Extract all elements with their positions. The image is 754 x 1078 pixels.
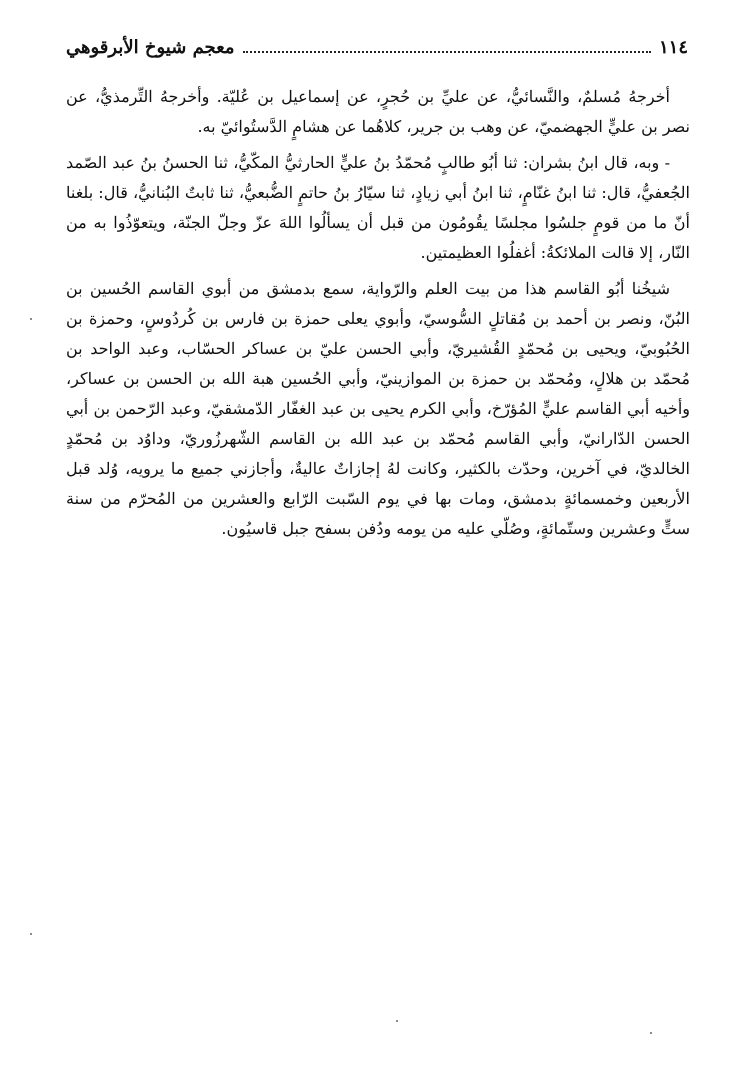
page-number: ١١٤	[658, 36, 688, 58]
body-text	[66, 82, 690, 550]
scan-speck	[396, 1020, 398, 1022]
paragraph-hadith: - وبه، قال ابنُ بشران: ثنا أبُو طالبٍ مُحمّدُ بنُ عليٍّ الحارثيُّ المكّيُّ، ثنا الحسنُ بنُ عبد الصّمد الجُعفيُّ، قال: ثنا ابنُ غنّامٍ، ثنا ابنُ أبي زيادٍ، ثنا سيّارُ بنُ حاتمٍ الضُّبعيُّ، ثنا ثابتٌ البُنانيُّ، قال: بلغنا أنّ ما من قومٍ جلسُوا مجلسًا يقُومُون من قبل أن يسألُوا اللهَ عزّ وجلّ الجنّة، ويتعوّذُوا به من النّار، إلا قالت الملائكةُ: أغفلُوا العظيمتين.	[66, 153, 691, 262]
page-header	[66, 30, 688, 64]
scan-speck	[650, 1032, 652, 1034]
paragraph-takhrij: أخرجهُ مُسلمٌ، والنَّسائيُّ، عن عليِّ بن حُجرٍ، عن إسماعيل بن عُليّة. وأخرجهُ التِّرمذيُّ، عن نصر بن عليٍّ الجهضميّ، عن وهب بن جرير، كلاهُما عن هشامٍ الدَّستُوائيّ به.	[66, 87, 690, 136]
scan-speck	[30, 318, 32, 320]
header-leader-dots	[243, 41, 651, 53]
book-title: معجم شيوخ الأبرقوهي	[66, 36, 235, 58]
scan-speck	[30, 933, 32, 935]
paragraph-biography: شيخُنا أبُو القاسم هذا من بيت العلم والرّواية، سمع بدمشق من أبوي القاسم الحُسين بن البُنّ، ونصر بن أحمد بن مُقاتلٍ السُّوسيّ، وأبوي يعلى حمزة بن فارس بن كُردُوسٍ، وحمزة بن الحُبُوبيّ، ويحيى بن مُحمّدٍ القُشيريّ، وأبي الحسن عليّ بن عساكر الحسّاب، وعبد الواحد بن مُحمّد بن هلالٍ، ومُحمّد بن حمزة بن الموازينيّ، وأبي الحُسين هبة الله بن الحسن بن عساكر، وأخيه أبي القاسم عليٍّ المُؤرّخ، وأبي الكرم يحيى بن عبد الغفّار الدّمشقيّ، وعبد الرّحمن بن أبي الحسن الدّارانيّ، وأبي القاسم مُحمّد بن عبد الله بن القاسم الشّهرزُوريّ، وداوُد بن مُحمّدٍ الخالديّ، في آخرين، وحدّث بالكثير، وكانت لهُ إجازاتٌ عاليةٌ، وأجازني جميع ما يرويه، وُلد قبل الأربعين وخمسمائةٍ بدمشق، ومات بها في يوم السّبت الرّابع والعشرين من المُحرّم من سنة ستٍّ وعشرين وستّمائةٍ، وصُلّي عليه من يومه ودُفن بسفح جبل قاسيُون.	[66, 279, 691, 538]
